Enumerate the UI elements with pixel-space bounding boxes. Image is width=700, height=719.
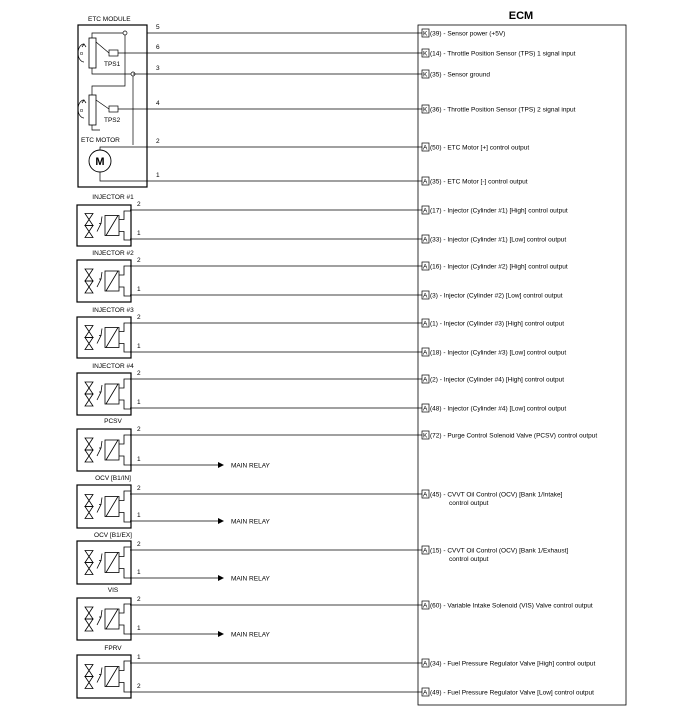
component-block [77,475,131,528]
signal-description: (15) - CVVT Oil Control (OCV) [Bank 1/Exhaust] [430,547,569,555]
arrow-right-icon [218,518,224,524]
pin-number: 1 [137,286,141,293]
connector-letter: K [423,106,428,114]
connector-letter: A [423,491,428,499]
pin-number: 4 [156,100,160,107]
pin-number: 1 [137,512,141,519]
ecm-wire [130,541,568,563]
connector-letter: A [423,236,428,244]
signal-description: (2) - Injector (Cylinder #4) [High] control output [430,376,565,384]
pin-number: 2 [156,138,160,145]
signal-description: (33) - Injector (Cylinder #1) [Low] control output [430,236,567,244]
tps1-label: TPS1 [104,61,121,68]
ecm-wire [147,172,528,186]
signal-description-cont: control output [449,500,489,507]
connector-letter: A [423,207,428,215]
ecm-wire [130,257,568,271]
signal-description: (48) - Injector (Cylinder #4) [Low] control output [430,405,567,413]
connector-letter: K [423,432,428,440]
svg-text:ɑ: ɑ [80,108,83,114]
signal-description: (16) - Injector (Cylinder #2) [High] control output [430,263,568,271]
connector-letter: A [423,547,428,555]
pin-number: 2 [137,485,141,492]
ecm-wire [130,426,597,440]
pin-number: 1 [137,625,141,632]
pin-number: 5 [156,24,160,31]
component-label: INJECTOR #2 [92,250,134,257]
arrow-right-icon [218,462,224,468]
component-label: INJECTOR #4 [92,363,134,370]
connector-letter: A [423,376,428,384]
connector-letter: A [423,405,428,413]
signal-description: (34) - Fuel Pressure Regulator Valve [High] control output [430,660,596,668]
signal-description: (18) - Injector (Cylinder #3) [Low] control output [430,349,567,357]
main-relay-label: MAIN RELAY [231,575,270,583]
component-label: OCV [B1/EX] [94,532,132,539]
signal-description: (35) - Sensor ground [430,71,490,79]
signal-description: (3) - Injector (Cylinder #2) [Low] control output [430,292,563,300]
connector-letter: K [423,30,428,38]
signal-description: (72) - Purge Control Solenoid Valve (PCSV) control output [430,432,598,440]
signal-description: (60) - Variable Intake Solenoid (VIS) Valve control output [430,602,593,610]
signal-description: (50) - ETC Motor [+] control output [430,144,530,152]
ecm-wire [130,399,566,413]
connector-letter: A [423,689,428,697]
connector-letter: A [423,320,428,328]
ecm-wire [147,44,576,58]
pin-number: 1 [137,456,141,463]
component-label: FPRV [104,645,122,652]
pin-number: 1 [137,230,141,237]
connector-letter: K [423,71,428,79]
signal-description: (45) - CVVT Oil Control (OCV) [Bank 1/Intake] [430,491,563,499]
pin-number: 3 [156,65,160,72]
ecm-wire [130,596,593,610]
main-relay-label: MAIN RELAY [231,631,270,639]
pin-number: 1 [137,654,141,661]
main-relay-lead [130,569,271,583]
component-label: PCSV [104,418,122,425]
ecm-title: ECM [508,10,534,22]
ecm-wire [133,65,490,79]
junction-dot [123,31,127,35]
pin-number: 1 [137,399,141,406]
ecm-wire [130,485,563,507]
connector-letter: A [423,144,428,152]
main-relay-label: MAIN RELAY [231,462,270,470]
ecm-wire [130,343,566,357]
connector-letter: A [423,178,428,186]
component-label: INJECTOR #1 [92,194,134,201]
pin-number: 1 [137,569,141,576]
ecm-wire [130,201,568,215]
component-label: INJECTOR #3 [92,307,134,314]
connector-letter: A [423,660,428,668]
ecm-wire [130,314,564,328]
pin-number: 2 [137,201,141,208]
arrow-right-icon [218,631,224,637]
main-relay-lead [130,456,271,470]
component-block [77,418,131,471]
arrow-right-icon [218,575,224,581]
signal-description: (39) - Sensor power (+5V) [430,30,506,38]
tps2-label: TPS2 [104,117,121,124]
etc-module-label: ETC MODULE [88,16,131,23]
component-block [77,307,134,358]
connector-letter: A [423,292,428,300]
pin-number: 2 [137,370,141,377]
component-block [77,363,134,415]
component-block [77,645,131,698]
signal-description: (17) - Injector (Cylinder #1) [High] control output [430,207,568,215]
ecm-wire [130,230,566,244]
etc-motor-label: ETC MOTOR [81,137,120,144]
pin-number: 6 [156,44,160,51]
main-relay-lead [130,512,271,526]
pin-number: 2 [137,257,141,264]
main-relay-lead [130,625,271,639]
ecm-wire [147,24,505,38]
ecm-wire [130,286,563,300]
connector-letter: A [423,263,428,271]
component-block [77,194,134,246]
component-block [77,250,134,302]
main-relay-label: MAIN RELAY [231,518,270,526]
svg-text:ɑ: ɑ [80,51,83,57]
component-label: OCV [B1/IN] [95,475,131,482]
pin-number: 2 [137,596,141,603]
ecm-wire [130,683,594,697]
signal-description-cont: control output [449,556,489,563]
motor-symbol: M [95,156,105,168]
pin-number: 2 [137,541,141,548]
pin-number: 2 [137,314,141,321]
ecm-wire [147,138,529,152]
etc-internal-wiring [92,33,147,145]
component-label: VIS [107,587,119,594]
ecm-wire [130,654,596,668]
signal-description: (1) - Injector (Cylinder #3) [High] control output [430,320,565,328]
pin-number: 1 [156,172,160,179]
ecm-wire [147,100,576,114]
component-block [77,587,131,640]
signal-description: (36) - Throttle Position Sensor (TPS) 2 signal input [430,106,576,114]
pin-number: 2 [137,426,141,433]
signal-description: (14) - Throttle Position Sensor (TPS) 1 signal input [430,50,576,58]
signal-description: (49) - Fuel Pressure Regulator Valve [Low] control output [430,689,594,697]
component-block [77,532,132,584]
connector-letter: K [423,50,428,58]
connector-letter: A [423,349,428,357]
pin-number: 1 [137,343,141,350]
ecm-wire [130,370,564,384]
signal-description: (35) - ETC Motor [-] control output [430,178,528,186]
connector-letter: A [423,602,428,610]
pin-number: 2 [137,683,141,690]
